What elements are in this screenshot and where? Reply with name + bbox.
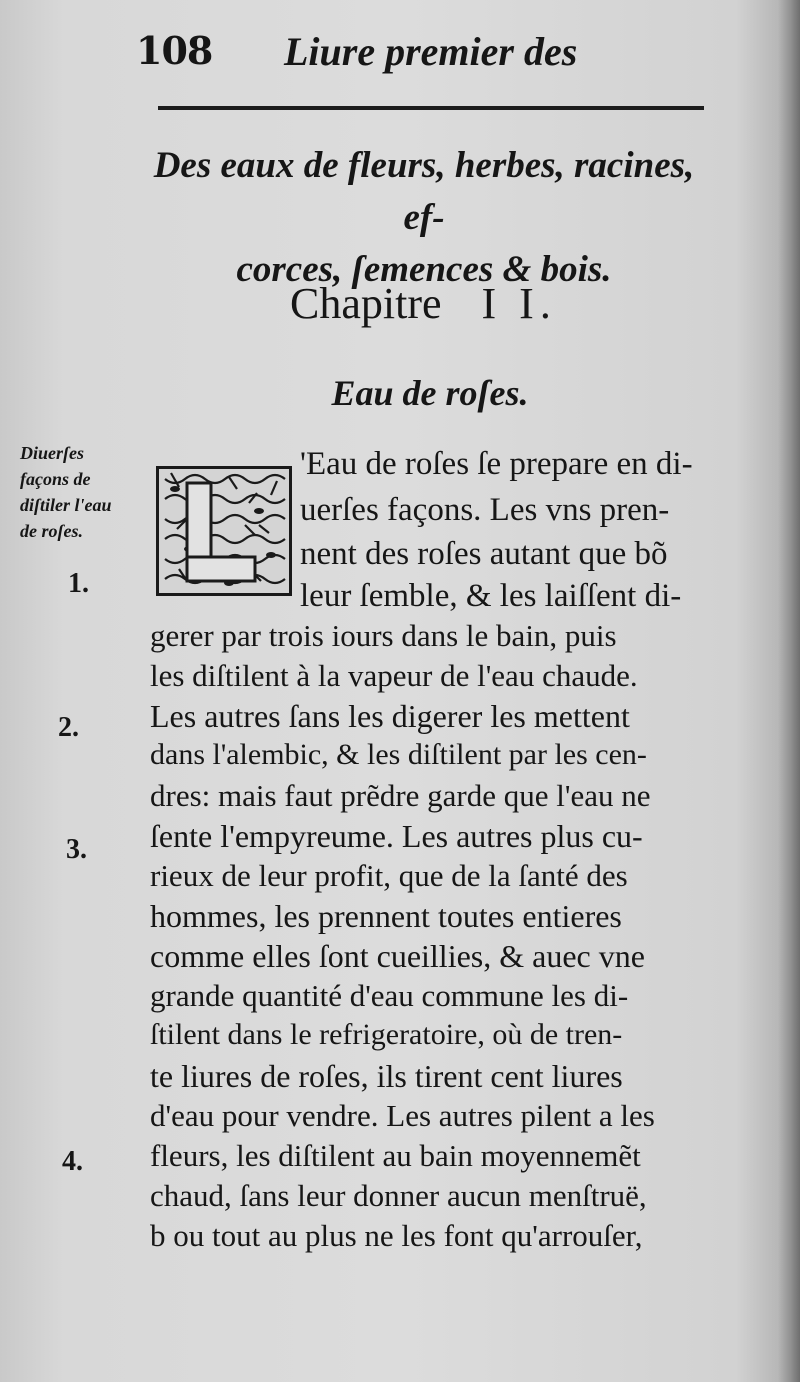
margin-number: 4. [62,1146,83,1177]
body-line: nent des roſes autant que bõ [300,536,668,572]
body-line: grande quantité d'eau commune les di- [150,978,629,1013]
body-line: b ou tout au plus ne les font qu'arrouſer, [150,1218,643,1253]
margin-number: 3. [66,834,87,865]
body-line: dres: mais faut prẽdre garde que l'eau ne [150,778,651,813]
margin-note [20,440,150,544]
body-line: ſente l'empyreume. Les autres plus cu- [150,818,643,854]
running-head [136,22,696,82]
section-title-line-2: corces, ſemences & bois. [236,249,612,290]
body-line: chaud, ſans leur donner aucun menſtruë, [150,1178,647,1213]
margin-note-line: Diuerſes [20,443,84,463]
foliage-ornament-icon [159,469,289,593]
section-title-line-1: Des eaux de fleurs, herbes, racines, ef- [153,145,695,238]
margin-note-line: diſtiler l'eau [20,495,112,515]
body-line: les diſtilent à la vapeur de l'eau chaude. [150,658,638,693]
page-edge-shadow [778,0,800,1382]
body-line: comme elles ſont cueillies, & auec vne [150,938,645,974]
body-line: ſtilent dans le refrigeratoire, où de tren- [150,1018,623,1051]
body-line: 'Eau de roſes ſe prepare en di- [300,446,693,482]
decorated-initial [156,466,292,596]
body-line: Les autres ſans les digerer les mettent [150,698,630,734]
body-line: hommes, les prennent toutes entieres [150,898,622,934]
section-title [134,140,714,296]
body-line: dans l'alembic, & les diſtilent par les cen- [150,738,647,771]
subheading: Eau de roſes. [331,373,529,413]
margin-number: 2. [58,712,79,743]
body-line: rieux de leur profit, que de la ſanté des [150,858,628,893]
running-title: Liure premier des [284,29,578,74]
body-line: uerſes façons. Les vns pren- [300,492,670,528]
body-line: fleurs, les diſtilent au bain moyennemẽt [150,1138,641,1173]
body-line: gerer par trois iours dans le bain, puis [150,618,617,653]
header-rule [158,106,704,110]
margin-number: 1. [68,568,89,599]
margin-note-line: de roſes. [20,521,83,541]
margin-note-line: façons de [20,469,91,489]
body-line: te liures de roſes, ils tirent cent liures [150,1058,623,1094]
body-line: leur ſemble, & les laiſſent di- [300,578,682,614]
chapter-label: Chapitre [290,279,442,328]
body-line: d'eau pour vendre. Les autres pilent a les [150,1098,655,1133]
chapter-number: I I. [481,279,557,328]
page-number: 108 [136,28,213,73]
chapter-heading [290,278,590,329]
